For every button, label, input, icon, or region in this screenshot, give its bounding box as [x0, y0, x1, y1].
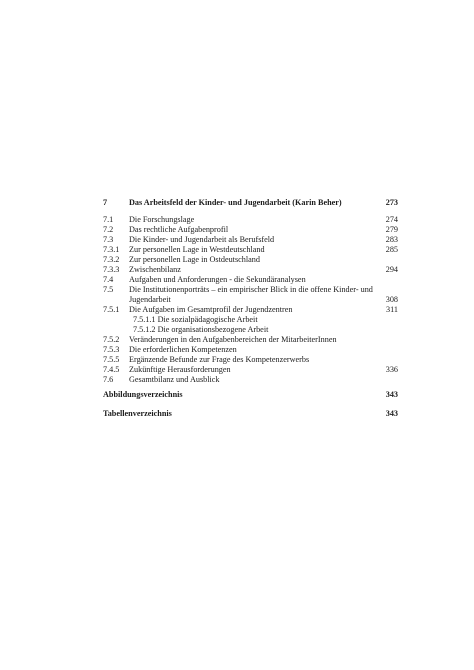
entry-page: 274: [385, 215, 398, 224]
entry-title: Die Forschungslage: [129, 215, 195, 224]
entry-title: Zwischenbilanz: [129, 265, 181, 274]
toc-appendix-entry: [103, 409, 398, 419]
toc-entry: [103, 255, 398, 265]
entry-number: 7.6: [103, 375, 114, 384]
toc-entry: [103, 215, 398, 225]
entry-number: 7.3.2: [103, 255, 120, 264]
entry-title: Veränderungen in den Aufgabenbereichen der MitarbeiterInnen: [129, 335, 337, 344]
toc-entry: [103, 375, 398, 385]
entry-number: 7.5.1: [103, 305, 120, 314]
toc-entry: [103, 365, 398, 375]
entry-number: 7.3.3: [103, 265, 120, 274]
entry-number: 7.5.2: [103, 335, 120, 344]
chapter-number: 7: [103, 198, 108, 207]
appendix-page: 343: [385, 390, 398, 399]
entry-title: Die erforderlichen Kompetenzen: [129, 345, 237, 354]
toc-chapter-heading: [103, 198, 398, 208]
table-of-contents: [103, 198, 398, 419]
entry-number: 7.3.1: [103, 245, 120, 254]
toc-entry: [103, 275, 398, 285]
entry-title: Zukünftige Herausforderungen: [129, 365, 231, 374]
entry-page: 279: [385, 225, 398, 234]
chapter-page: 273: [385, 198, 398, 207]
entry-title: Aufgaben und Anforderungen - die Sekundäranalysen: [129, 275, 306, 284]
entry-number: 7.5.5: [103, 355, 120, 364]
entry-page: 283: [385, 235, 398, 244]
entry-title: Zur personellen Lage in Ostdeutschland: [129, 255, 260, 264]
entry-number: 7.5.3: [103, 345, 120, 354]
entry-page: 285: [385, 245, 398, 254]
entry-number: 7.2: [103, 225, 114, 234]
entry-title: Ergänzende Befunde zur Frage des Kompetenzerwerbs: [129, 355, 310, 364]
entry-number: 7.1: [103, 215, 114, 224]
toc-subentry: [103, 325, 398, 335]
entry-page: 294: [385, 265, 398, 274]
toc-entry: [103, 285, 398, 305]
appendix-title: Tabellenverzeichnis: [103, 409, 172, 418]
toc-subentry: [103, 315, 398, 325]
entry-number: 7.3: [103, 235, 114, 244]
entry-page: 308: [385, 295, 398, 304]
entry-title: Die Aufgaben im Gesamtprofil der Jugendzentren: [129, 305, 293, 314]
toc-entry: [103, 225, 398, 235]
toc-entry: [103, 305, 398, 315]
entry-number: 7.5: [103, 285, 114, 294]
entry-number: 7.4.5: [103, 365, 120, 374]
toc-entry: [103, 235, 398, 245]
entry-title: 7.5.1.1 Die sozialpädagogische Arbeit: [133, 315, 258, 324]
chapter-title: Das Arbeitsfeld der Kinder- und Jugendarbeit (Karin Beher): [129, 198, 342, 207]
entry-title: 7.5.1.2 Die organisationsbezogene Arbeit: [133, 325, 269, 334]
entry-title: Gesamtbilanz und Ausblick: [129, 375, 220, 384]
entry-page: 336: [385, 365, 398, 374]
entry-title: Das rechtliche Aufgabenprofil: [129, 225, 229, 234]
entry-title: Die Institutionenporträts – ein empirischer Blick in die offene Kinder- und Jugendarbeit: [129, 285, 373, 304]
entry-title: Zur personellen Lage in Westdeutschland: [129, 245, 265, 254]
toc-entry: [103, 355, 398, 365]
toc-appendix-entry: [103, 390, 398, 400]
toc-entry: [103, 245, 398, 255]
appendix-page: 343: [385, 409, 398, 418]
entry-title: Die Kinder- und Jugendarbeit als Berufsfeld: [129, 235, 275, 244]
appendix-title: Abbildungsverzeichnis: [103, 390, 183, 399]
toc-entry: [103, 335, 398, 345]
toc-entry: [103, 265, 398, 275]
entry-number: 7.4: [103, 275, 114, 284]
toc-entry: [103, 345, 398, 355]
entry-page: 311: [386, 305, 398, 314]
